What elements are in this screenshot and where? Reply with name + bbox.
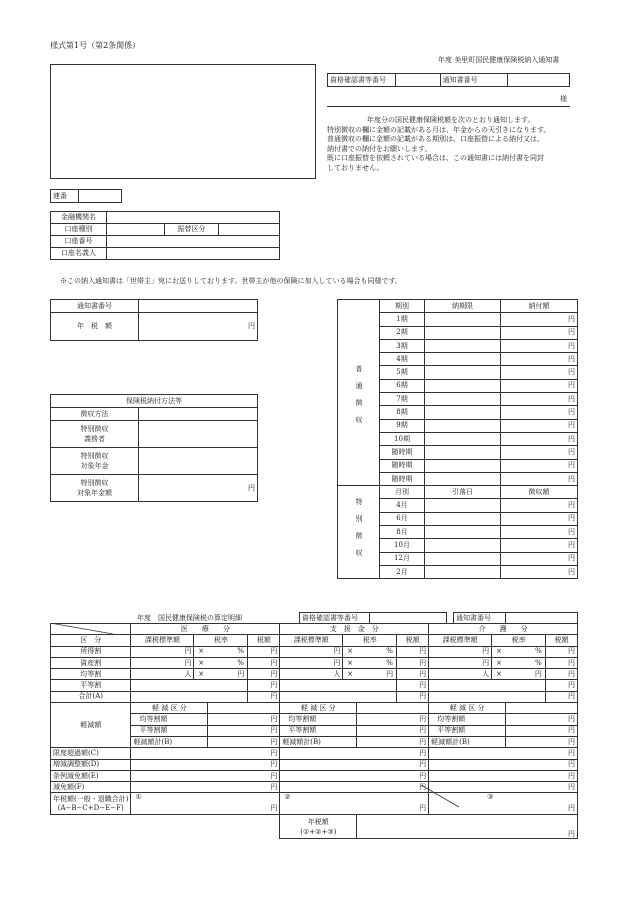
toku-date xyxy=(425,512,501,525)
toku-amount: 円 xyxy=(501,512,578,525)
notice-text: 年度分の国民健康保険税額を次のとおり通知します。 特別徴収の欄に金額の記載がある月は、年金からの天引きになります。 普通徴収の欄に金額の記載がある期別は、口座振替による納付又は、 納付書での納付をお願いします。 既に口座振替を依頼されている場合は、この通知書には納付書を同封 しておりません。 xyxy=(327,116,551,172)
times: × xyxy=(343,669,357,680)
table-row xyxy=(338,300,578,313)
futsu-amount: 円 xyxy=(501,446,578,459)
base-amount: 円 xyxy=(429,657,492,668)
bottom-row-label: 増減調整額(D) xyxy=(51,759,131,770)
annual-amount-2: ③ 円 xyxy=(429,793,578,815)
futsu-period: 6期 xyxy=(380,379,425,392)
annual-amount-1: ② 円 xyxy=(280,793,429,815)
toku-header-1: 引落日 xyxy=(425,486,501,499)
tax-amount: 円 xyxy=(248,657,280,668)
section-header-2: 介 護 分 xyxy=(429,624,578,635)
table-row xyxy=(51,691,578,702)
futsu-period: 10期 xyxy=(380,432,425,445)
futsu-due xyxy=(425,432,501,445)
rate-value xyxy=(506,669,532,680)
blank-wide xyxy=(131,691,248,702)
keigen-amount: 円 xyxy=(208,714,280,725)
keigen-row-label: 平等割額 xyxy=(429,725,506,736)
keigen-row-label: 平等割額 xyxy=(280,725,357,736)
sub-header-tax: 税額 xyxy=(546,635,578,646)
blank-wide xyxy=(131,680,248,691)
rate-unit: % xyxy=(532,657,546,668)
rate-unit: 円 xyxy=(383,669,397,680)
times: × xyxy=(343,646,357,657)
rate-unit: % xyxy=(234,657,248,668)
times: × xyxy=(194,657,208,668)
sub-header-rate: 税率 xyxy=(343,635,397,646)
circle-number: ① xyxy=(135,793,142,802)
name-line xyxy=(327,106,570,107)
keigen-amount: 円 xyxy=(357,736,429,747)
futsu-amount: 円 xyxy=(501,339,578,352)
toku-date xyxy=(425,526,501,539)
calc-title: 年度 国民健康保険税の算定明細 xyxy=(137,614,242,622)
keigen-row-label: 軽 減 区 分 xyxy=(429,703,506,714)
tax-amount: 円 xyxy=(248,691,280,702)
rate-value xyxy=(208,646,234,657)
toku-header-0: 月別 xyxy=(380,486,425,499)
bottom-amount: 円 xyxy=(280,748,429,759)
tax-amount: 円 xyxy=(248,646,280,657)
keigen-amount: 円 xyxy=(208,736,280,747)
calc-row-label: 合計(A) xyxy=(51,691,131,702)
calc-qual-no-label: 資格確認書等番号 xyxy=(300,613,370,624)
method-label-obligor: 特別徴収 義務者 xyxy=(51,421,139,448)
method-label-pension: 特別徴収 対象年金 xyxy=(51,448,139,475)
qual-no-value xyxy=(395,74,440,87)
futsu-due xyxy=(425,419,501,432)
keigen-amount: 円 xyxy=(506,725,578,736)
table-row xyxy=(338,313,578,326)
futsu-header-2: 納付額 xyxy=(501,300,578,313)
futsu-due xyxy=(425,459,501,472)
table-row xyxy=(51,793,578,815)
futsu-due xyxy=(425,326,501,339)
tax-amount: 円 xyxy=(397,691,429,702)
table-row xyxy=(51,657,578,668)
tax-amount: 円 xyxy=(546,646,578,657)
rate-unit: % xyxy=(383,646,397,657)
tax-amount: 円 xyxy=(248,669,280,680)
futsu-period: 7期 xyxy=(380,393,425,406)
toku-amount: 円 xyxy=(501,526,578,539)
toku-month: 4月 xyxy=(380,499,425,512)
rate-value xyxy=(357,669,383,680)
futsu-due xyxy=(425,353,501,366)
rate-unit: 円 xyxy=(532,669,546,680)
address-window xyxy=(50,64,316,179)
method-label-pension-amount: 特別徴収 対象年金額 xyxy=(51,475,139,502)
futsu-amount: 円 xyxy=(501,432,578,445)
keigen-row-label: 軽減額計(B) xyxy=(280,736,357,747)
base-amount: 人 xyxy=(429,669,492,680)
rate-unit: % xyxy=(383,657,397,668)
total-label: 年税額 (①+②+③) xyxy=(280,815,357,839)
calc-notice-no-label: 通知書番号 xyxy=(454,613,506,624)
schedule-table xyxy=(337,299,578,579)
toku-month: 10月 xyxy=(380,539,425,552)
futsu-label: 普通徴収 xyxy=(338,313,380,486)
sub-header-base: 課税標準額 xyxy=(429,635,492,646)
form-number: 様式第1号（第2条関係） xyxy=(50,41,141,50)
keigen-row-label: 平等割額 xyxy=(131,725,208,736)
futsu-due xyxy=(425,406,501,419)
futsu-amount: 円 xyxy=(501,393,578,406)
account-no-label: 口座番号 xyxy=(51,236,107,248)
table-row xyxy=(51,759,578,770)
times: × xyxy=(492,657,506,668)
qual-notice-table xyxy=(327,73,570,87)
toku-amount: 円 xyxy=(501,565,578,578)
circle-number: ② xyxy=(284,793,291,802)
futsu-amount: 円 xyxy=(501,406,578,419)
rate-value xyxy=(357,657,383,668)
annual-amount-0: ① 円 xyxy=(131,793,280,815)
calc-table xyxy=(50,623,578,839)
notice-title: 年度 美里町国民健康保険税納入通知書 xyxy=(438,56,560,64)
sub-header-rate: 税率 xyxy=(492,635,546,646)
keigen-amount: 円 xyxy=(357,725,429,736)
futsu-due xyxy=(425,313,501,326)
futsu-due xyxy=(425,393,501,406)
toku-date xyxy=(425,499,501,512)
payment-method-box xyxy=(50,394,258,502)
tax-amount: 円 xyxy=(397,680,429,691)
blank xyxy=(51,815,280,839)
pension-amount-yen: 円 xyxy=(139,475,258,502)
base-amount: 円 xyxy=(131,657,194,668)
calc-row-label: 均等割 xyxy=(51,669,131,680)
futsu-due xyxy=(425,339,501,352)
bank-table xyxy=(50,211,280,260)
tax-amount: 円 xyxy=(546,691,578,702)
sub-header-base: 課税標準額 xyxy=(280,635,343,646)
method-title: 保険税納付方法等 xyxy=(51,395,258,408)
toku-date xyxy=(425,565,501,578)
keigen-amount xyxy=(208,703,280,714)
sub-header-tax: 税額 xyxy=(248,635,280,646)
qual-no-label: 資格確認書等番号 xyxy=(328,74,396,87)
times: × xyxy=(194,646,208,657)
notice-no-value xyxy=(508,74,570,87)
futsu-amount: 円 xyxy=(501,353,578,366)
keigen-row-label: 均等割額 xyxy=(280,714,357,725)
keigen-amount xyxy=(357,703,429,714)
tax-amount: 円 xyxy=(397,646,429,657)
bottom-amount: 円 xyxy=(280,782,429,793)
rate-unit: % xyxy=(532,646,546,657)
tokubetsu-label: 特別徴収 xyxy=(338,486,380,579)
bank-name-label: 金融機関名 xyxy=(51,212,107,224)
annual-tax-yen: 円 xyxy=(139,313,258,341)
tax-amount: 円 xyxy=(248,680,280,691)
base-amount: 人 xyxy=(131,669,194,680)
futsu-due xyxy=(425,472,501,485)
keigen-row-label: 均等割額 xyxy=(429,714,506,725)
toku-date xyxy=(425,539,501,552)
toku-amount: 円 xyxy=(501,499,578,512)
annual-tax-label: 年 税 額 xyxy=(51,313,139,341)
section-header-1: 支 援 金 分 xyxy=(280,624,429,635)
tax-amount: 円 xyxy=(397,657,429,668)
bottom-amount: 円 xyxy=(429,759,578,770)
keigen-row-label: 軽 減 区 分 xyxy=(280,703,357,714)
bottom-row-label: 条例減免額(E) xyxy=(51,770,131,781)
futsu-due xyxy=(425,366,501,379)
blank-wide xyxy=(280,680,397,691)
bottom-amount: 円 xyxy=(280,759,429,770)
futsu-amount: 円 xyxy=(501,459,578,472)
futsu-amount: 円 xyxy=(501,326,578,339)
futsu-section-cell xyxy=(338,300,380,313)
tax-amount: 円 xyxy=(546,657,578,668)
toku-header-2: 徴収額 xyxy=(501,486,578,499)
bottom-amount: 円 xyxy=(429,770,578,781)
corner-diagonal xyxy=(50,623,114,635)
notice-no-label: 通知書番号 xyxy=(440,74,508,87)
toku-month: 6月 xyxy=(380,512,425,525)
table-row xyxy=(51,703,578,714)
table-row xyxy=(51,770,578,781)
futsu-period: 3期 xyxy=(380,339,425,352)
sub-header-base: 課税標準額 xyxy=(131,635,194,646)
tax-notice-no-label: 通知書番号 xyxy=(51,300,139,313)
sub-header-rate: 税率 xyxy=(194,635,248,646)
calc-row-label: 資産割 xyxy=(51,657,131,668)
keigen-amount: 円 xyxy=(357,714,429,725)
times: × xyxy=(194,669,208,680)
futsu-header-0: 期別 xyxy=(380,300,425,313)
account-holder-label: 口座名義人 xyxy=(51,248,107,260)
futsu-amount: 円 xyxy=(501,379,578,392)
annual-tax-row-label: 年税額(一般・退職合計) (A−B−C+D−E−F) xyxy=(51,793,131,815)
kubun-label: 区 分 xyxy=(51,635,131,646)
base-amount: 円 xyxy=(280,646,343,657)
toku-month: 8月 xyxy=(380,526,425,539)
futsu-period: 9期 xyxy=(380,419,425,432)
bottom-amount: 円 xyxy=(429,782,578,793)
futsu-due xyxy=(425,379,501,392)
futsu-period: 2期 xyxy=(380,326,425,339)
blank-wide xyxy=(429,691,546,702)
blank-wide xyxy=(280,691,397,702)
base-amount: 円 xyxy=(429,646,492,657)
tax-amount: 円 xyxy=(397,669,429,680)
keigen-row-label: 軽減額計(B) xyxy=(429,736,506,747)
rate-value xyxy=(208,669,234,680)
bottom-amount: 円 xyxy=(131,759,280,770)
sub-header-tax: 税額 xyxy=(397,635,429,646)
table-row xyxy=(51,680,578,691)
futsu-period: 4期 xyxy=(380,353,425,366)
table-row xyxy=(51,635,578,646)
sama-label: 様 xyxy=(560,95,567,103)
table-row xyxy=(338,486,578,499)
futsu-period: 1期 xyxy=(380,313,425,326)
futsu-period: 随時期 xyxy=(380,472,425,485)
futsu-amount: 円 xyxy=(501,419,578,432)
bottom-amount: 円 xyxy=(429,748,578,759)
renban-label: 連番 xyxy=(51,190,79,203)
keigen-row-label: 軽減額計(B) xyxy=(131,736,208,747)
bottom-amount: 円 xyxy=(280,770,429,781)
keigen-label: 軽減額 xyxy=(51,703,131,748)
bottom-amount: 円 xyxy=(131,748,280,759)
times: × xyxy=(492,646,506,657)
keigen-amount: 円 xyxy=(506,714,578,725)
bottom-row-label: 減免額(F) xyxy=(51,782,131,793)
base-amount: 人 xyxy=(280,669,343,680)
table-row xyxy=(51,748,578,759)
rate-value xyxy=(506,646,532,657)
care-diagonal xyxy=(421,785,461,809)
bottom-amount: 円 xyxy=(131,782,280,793)
method-label-collection: 徴収方法 xyxy=(51,408,139,421)
annual-tax-box xyxy=(50,299,258,341)
futsu-amount: 円 xyxy=(501,313,578,326)
transfer-type-label: 振替区分 xyxy=(165,224,219,236)
futsu-period: 随時期 xyxy=(380,459,425,472)
times: × xyxy=(343,657,357,668)
toku-amount: 円 xyxy=(501,552,578,565)
toku-month: 2月 xyxy=(380,565,425,578)
table-row xyxy=(51,815,578,839)
keigen-amount: 円 xyxy=(506,736,578,747)
toku-month: 12月 xyxy=(380,552,425,565)
toku-date xyxy=(425,552,501,565)
futsu-period: 随時期 xyxy=(380,446,425,459)
table-row xyxy=(51,782,578,793)
keigen-amount: 円 xyxy=(208,725,280,736)
table-row xyxy=(51,646,578,657)
keigen-amount xyxy=(506,703,578,714)
circle-number: ③ xyxy=(487,793,494,802)
futsu-amount: 円 xyxy=(501,366,578,379)
table-row xyxy=(51,624,578,635)
renban-table xyxy=(50,189,122,203)
rate-unit: 円 xyxy=(234,669,248,680)
rate-value xyxy=(357,646,383,657)
rate-value xyxy=(506,657,532,668)
times: × xyxy=(492,669,506,680)
base-amount: 円 xyxy=(131,646,194,657)
household-note: ※この納入通知書は「世帯主」宛にお送りしております。世帯主が他の保険に加入している場合も同様です。 xyxy=(60,277,402,285)
futsu-period: 5期 xyxy=(380,366,425,379)
toku-amount: 円 xyxy=(501,539,578,552)
futsu-header-1: 納期限 xyxy=(425,300,501,313)
bottom-row-label: 限度超過額(C) xyxy=(51,748,131,759)
futsu-due xyxy=(425,446,501,459)
total-amount: 円 xyxy=(357,815,578,839)
tax-amount: 円 xyxy=(546,680,578,691)
calc-row-label: 所得割 xyxy=(51,646,131,657)
rate-value xyxy=(208,657,234,668)
base-amount: 円 xyxy=(280,657,343,668)
blank-wide xyxy=(429,680,546,691)
futsu-amount: 円 xyxy=(501,472,578,485)
futsu-period: 8期 xyxy=(380,406,425,419)
section-header-0: 医 療 分 xyxy=(131,624,280,635)
account-type-label: 口座種別 xyxy=(51,224,107,236)
table-row xyxy=(51,669,578,680)
calc-row-label: 平等割 xyxy=(51,680,131,691)
keigen-row-label: 軽 減 区 分 xyxy=(131,703,208,714)
keigen-row-label: 均等割額 xyxy=(131,714,208,725)
bottom-amount: 円 xyxy=(131,770,280,781)
tax-amount: 円 xyxy=(546,669,578,680)
rate-unit: % xyxy=(234,646,248,657)
